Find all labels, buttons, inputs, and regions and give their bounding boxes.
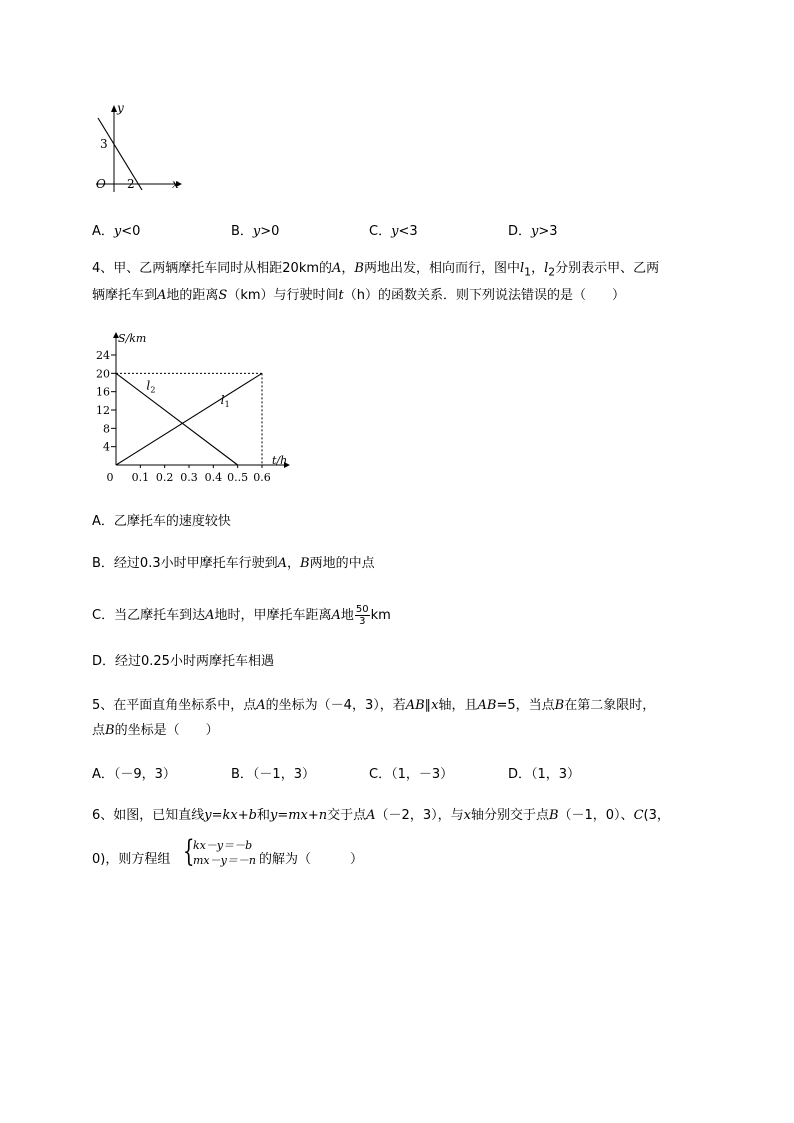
q3-option-a: A．y<0 bbox=[92, 224, 141, 239]
series-label-l2-sub: 2 bbox=[150, 385, 156, 395]
x-axis-title: t/h bbox=[272, 454, 288, 467]
equation-1: kx－y＝－b bbox=[193, 839, 253, 852]
q5-option-c: C．（1，－3） bbox=[369, 767, 454, 782]
series-label-l1-sub: 1 bbox=[224, 400, 230, 410]
q4-option-d: D．经过0.25小时两摩托车相遇 bbox=[92, 654, 274, 669]
x-tick-label: 0.2 bbox=[155, 471, 174, 484]
x-tick-label: 0.4 bbox=[204, 471, 223, 484]
q6-stem-line1: 6、如图，已知直线y=kx+b和y=mx+n交于点A（－2，3），与x轴分别交于点B（－1，0）、C(3， bbox=[92, 808, 670, 823]
equation-system bbox=[193, 838, 256, 868]
q3-option-c: C．y<3 bbox=[369, 224, 418, 239]
y-intercept-label: 3 bbox=[100, 137, 108, 151]
y-tick-label: 24 bbox=[96, 349, 110, 362]
y-tick-label: 12 bbox=[96, 404, 110, 417]
q5-option-b: B．（－1，3） bbox=[231, 767, 315, 782]
q5-option-d: D．（1，3） bbox=[508, 767, 581, 782]
fraction-50-3: $\frac{50}{3}$ bbox=[355, 604, 369, 627]
q4-option-c: C．当乙摩托车到达A地时，甲摩托车距离A地 $\frac{50}{3}$ km bbox=[92, 604, 391, 627]
y-tick-label: 4 bbox=[103, 440, 110, 454]
x-tick-label: 0.3 bbox=[180, 471, 198, 484]
x-axis-label: x bbox=[172, 177, 179, 191]
q4-option-a: A．乙摩托车的速度较快 bbox=[92, 514, 231, 529]
origin-label: O bbox=[96, 177, 106, 191]
series-line-l1 bbox=[116, 373, 262, 465]
series-label-l2: l bbox=[146, 378, 151, 393]
q3-option-d: D．y>3 bbox=[508, 224, 558, 239]
q3-option-b: B．y>0 bbox=[231, 224, 280, 239]
equation-2: mx－y＝－n bbox=[193, 854, 256, 867]
series-line-l2 bbox=[116, 373, 238, 465]
x-intercept-label: 2 bbox=[127, 177, 135, 191]
distance-time-chart bbox=[96, 328, 296, 490]
y-axis-label: y bbox=[117, 101, 124, 115]
q5-option-a: A．（－9，3） bbox=[92, 767, 176, 782]
q4-option-b: B．经过0.3小时甲摩托车行驶到A，B两地的中点 bbox=[92, 556, 375, 571]
q5-stem-line2: 点B的坐标是（ ） bbox=[92, 723, 219, 738]
figure-line-intercepts bbox=[88, 100, 188, 195]
q6-stem-line2-suffix: 的解为（ ） bbox=[259, 852, 364, 867]
x-tick-label: 0..5 bbox=[227, 471, 249, 484]
series-label-l1: l bbox=[220, 393, 225, 408]
equation-system-brace: { bbox=[183, 834, 195, 869]
y-tick-label: 8 bbox=[103, 422, 110, 436]
q4-stem-line1: 4、甲、乙两辆摩托车同时从相距20km的A，B两地出发，相向而行，图中$l_1$，$l_2$分别表示甲、乙两 bbox=[92, 261, 660, 279]
q5-stem-line1: 5、在平面直角坐标系中，点A的坐标为（－4，3），若AB∥x轴，且AB=5，当点B在第二象限时， bbox=[92, 698, 656, 713]
y-tick-label: 16 bbox=[96, 385, 110, 399]
x-tick-label: 0 bbox=[106, 471, 114, 484]
y-tick-label: 20 bbox=[96, 367, 110, 381]
q6-stem-line2-prefix: 0)，则方程组 bbox=[92, 852, 171, 867]
x-tick-label: 0.6 bbox=[253, 471, 271, 484]
q4-stem-line2: 辆摩托车到A地的距离S（km）与行驶时间t（h）的函数关系．则下列说法错误的是（ ） bbox=[92, 288, 626, 303]
x-tick-label: 0.1 bbox=[131, 471, 150, 484]
y-axis-title: S/km bbox=[118, 332, 147, 345]
